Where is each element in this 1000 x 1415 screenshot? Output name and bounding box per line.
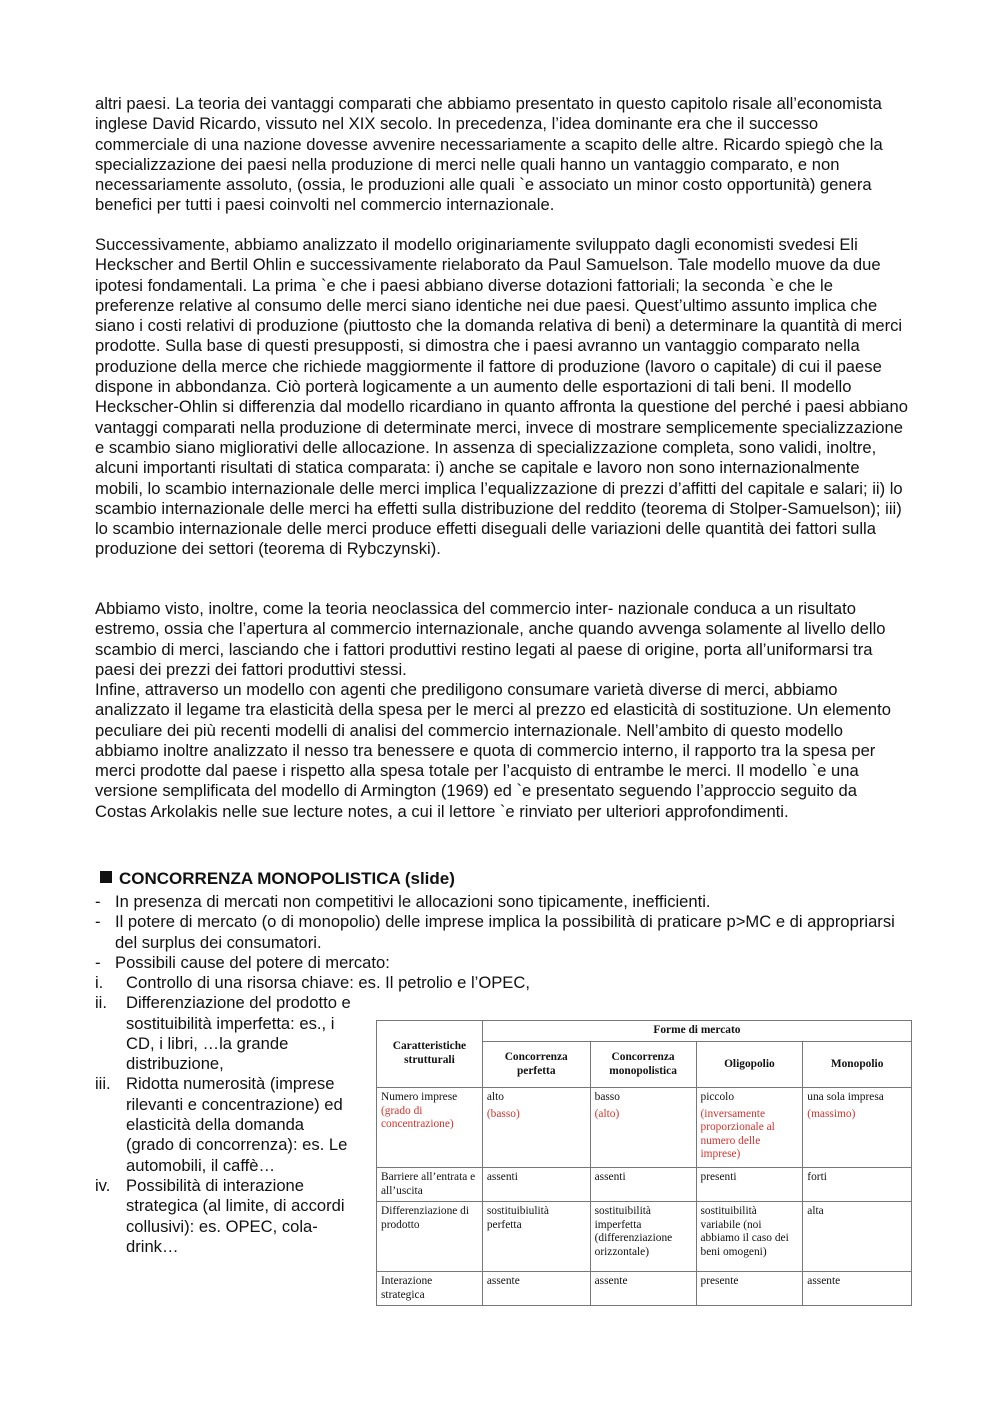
list-item: [95, 973, 726, 993]
table-cell: assenti: [482, 1168, 590, 1202]
list-item: [95, 912, 910, 953]
roman-marker: iv.: [95, 1175, 111, 1195]
list-item: [95, 993, 355, 1074]
paragraph-ricardo: altri paesi. La teoria dei vantaggi comparati che abbiamo presentato in questo capitolo risale all’economista inglese David Ricardo, vissuto nel XIX secolo. In precedenza, l’idea dominante era che il successo commerciale di una nazione dovesse avvenire necessariamente a scapito delle altre. Ricardo spiegò che la specializzazione dei paesi nella produzione di merci nelle quali hanno un vantaggio comparato, e non necessariamente assoluto, (ossia, le produzioni alle quali `e associato un minor costo opportunità) genera benefici per tutti i paesi coinvolti nel commercio internazionale.: [95, 94, 883, 215]
cell-note: (basso): [486, 1107, 520, 1120]
bullet-text: Possibili cause del potere di mercato:: [115, 952, 390, 972]
list-item: [95, 953, 910, 973]
table-cell: presenti: [696, 1168, 803, 1202]
cell-note: (massimo): [807, 1107, 856, 1120]
list-item: [95, 892, 910, 912]
row-label-note: (grado di concentrazione): [381, 1104, 454, 1131]
cell-text: basso: [594, 1091, 620, 1103]
table-cell: sostituibilità variabile (noi abbiamo il caso dei beni omogeni): [696, 1202, 803, 1272]
cause-text: Controllo di una risorsa chiave: es. Il petrolio e l’OPEC,: [126, 973, 530, 992]
cause-text: Differenziazione del prodotto e sostituibilità imperfetta: es., i CD, i libri, …la grande distribuzione,: [126, 993, 351, 1074]
column-header: Oligopolio: [696, 1042, 803, 1088]
column-header: Monopolio: [803, 1042, 912, 1088]
market-forms-table: [376, 1020, 912, 1306]
bullet-text: In presenza di mercati non competitivi le allocazioni sono tipicamente, inefficienti.: [115, 892, 711, 911]
roman-marker: i.: [95, 973, 104, 992]
table-cell: forti: [803, 1168, 912, 1202]
table-cell: presente: [696, 1272, 803, 1306]
row-label-text: Numero imprese: [381, 1091, 458, 1103]
table-cell: assente: [590, 1272, 696, 1306]
paragraph-neoclassical: Abbiamo visto, inoltre, come la teoria neoclassica del commercio inter- nazionale conduca a un risultato estremo, ossia che l’apertura al commercio internazionale, anche quando avvenga solamente al livello dello scambio di merci, lasciando che i fattori produttivi restino legati al paese di origine, porta all’uniformarsi tra paesi dei prezzi dei fattori produttivi stessi.: [95, 599, 886, 679]
table-row: [377, 1272, 912, 1306]
section-heading: [100, 868, 455, 890]
column-header: Concorrenza monopolistica: [590, 1042, 696, 1088]
table-row: [377, 1088, 912, 1168]
row-label: [377, 1168, 483, 1202]
cell-text: piccolo: [700, 1091, 735, 1103]
row-label-text: Barriere all’entrata e all’uscita: [381, 1171, 476, 1197]
table-cell: [590, 1088, 696, 1168]
cell-note: (inversamente proporzionale al numero delle imprese): [700, 1107, 775, 1161]
list-item: [95, 1074, 355, 1175]
column-header: Concorrenza perfetta: [482, 1042, 590, 1088]
table-row: [377, 1202, 912, 1272]
row-label-text: Interazione strategica: [381, 1275, 433, 1301]
cell-text: una sola impresa: [807, 1091, 884, 1103]
table-cell: sostituibiulità perfetta: [482, 1202, 590, 1272]
group-header: Forme di mercato: [482, 1021, 911, 1042]
table-header-row: [377, 1021, 912, 1042]
cell-note: (alto): [594, 1107, 620, 1120]
row-label-text: Differenziazione di prodotto: [381, 1205, 470, 1231]
table-cell: [482, 1088, 590, 1168]
roman-marker: iii.: [95, 1074, 111, 1094]
square-bullet-icon: [100, 871, 112, 883]
table-cell: assente: [803, 1272, 912, 1306]
section-title: CONCORRENZA MONOPOLISTICA (slide): [119, 869, 455, 888]
bullet-marker: -: [95, 952, 101, 972]
table-cell: assente: [482, 1272, 590, 1306]
paragraph-armington: Infine, attraverso un modello con agenti che prediligono consumare varietà diverse di merci, abbiamo analizzato il legame tra elasticità della spesa per le merci al prezzo ed elasticità di sostituzione. Un elemento peculiare dei più recenti modelli di analisi del commercio internazionale. Nell’ambito di questo modello abbiamo inoltre analizzato il nesso tra benessere e quota di commercio interno, il rapporto tra la spesa per merci prodotte dal paese i rispetto alla spesa totale per l’acquisto di entrambe le merci. Il modello `e una versione semplificata del modello di Armington (1969) ed `e presentato seguendo l’approccio seguito da Costas Arkolakis nelle sue lecture notes, a cui il lettore `e rinviato per ulteriori approfondimenti.: [95, 680, 891, 821]
bullet-marker: -: [95, 912, 101, 932]
row-label: [377, 1202, 483, 1272]
table-cell: sostituibilità imperfetta (differenziazione orizzontale): [590, 1202, 696, 1272]
row-label: [377, 1272, 483, 1306]
bullet-list: [95, 892, 910, 973]
cause-text: Possibilità di interazione strategica (al limite, di accordi collusivi): es. OPEC, cola-drink…: [126, 1175, 345, 1256]
roman-marker: ii.: [95, 993, 107, 1013]
paragraph-heckscher-ohlin: Successivamente, abbiamo analizzato il modello originariamente sviluppato dagli economisti svedesi Eli Heckscher and Bertil Ohlin e successivamente rielaborato da Paul Samuelson. Tale modello muove da due ipotesi fondamentali. La prima `e che i paesi abbiano diverse dotazioni fattoriali; la seconda `e che le preferenze relative al consumo delle merci siano identiche nei due paesi. Quest’ultimo assunto implica che siano i costi relativi di produzione (piuttosto che la domanda relativa di beni) a determinare la quantità di merci prodotte. Sulla base di questi presupposti, si dimostra che i paesi avranno un vantaggio comparato nella produzione della merce che richiede maggiormente il fattore di produzione (lavoro o capitale) di cui il paese dispone in abbondanza. Ciò porterà logicamente a un aumento delle esportazioni di tali beni. Il modello Heckscher-Ohlin si differenzia dal modello ricardiano in quanto affronta la questione del perché i paesi abbiano vantaggi comparati nella produzione di determinate merci, invece di mostrare semplicemente specializzazione e scambio siano migliorativi delle allocazione. In assenza di specializzazione completa, sono validi, inoltre, alcuni importanti risultati di statica comparata: i) anche se capitale e lavoro non sono internazionalmente mobili, lo scambio internazionale delle merci implica l’equalizzazione di prezzi d’affitti del capitale e salari; ii) lo scambio internazionale delle merci ha effetti sulla distribuzione del reddito (teorema di Stolper-Samuelson); iii) lo scambio internazionale delle merci produce effetti diseguali delle variazioni delle quantità dei fattori sulla produzione dei settori (teorema di Rybczynski).: [95, 235, 908, 559]
bullet-marker: -: [95, 892, 101, 911]
table-cell: [803, 1088, 912, 1168]
list-item: [95, 1176, 355, 1257]
cause-text: Ridotta numerosità (imprese rilevanti e concentrazione) ed elasticità della domanda (grado di concorrenza): es. Le automobili, il caffè…: [126, 1074, 348, 1175]
table-cell: assenti: [590, 1168, 696, 1202]
row-label: [377, 1088, 483, 1168]
table-cell: [696, 1088, 803, 1168]
bullet-text: Il potere di mercato (o di monopolio) delle imprese implica la possibilità di praticare p>MC e di appropriarsi del surplus dei consumatori.: [115, 912, 895, 952]
cell-text: alto: [486, 1091, 504, 1103]
corner-header: Caratteristiche strutturali: [377, 1021, 483, 1088]
table-cell: alta: [803, 1202, 912, 1272]
table-row: [377, 1168, 912, 1202]
